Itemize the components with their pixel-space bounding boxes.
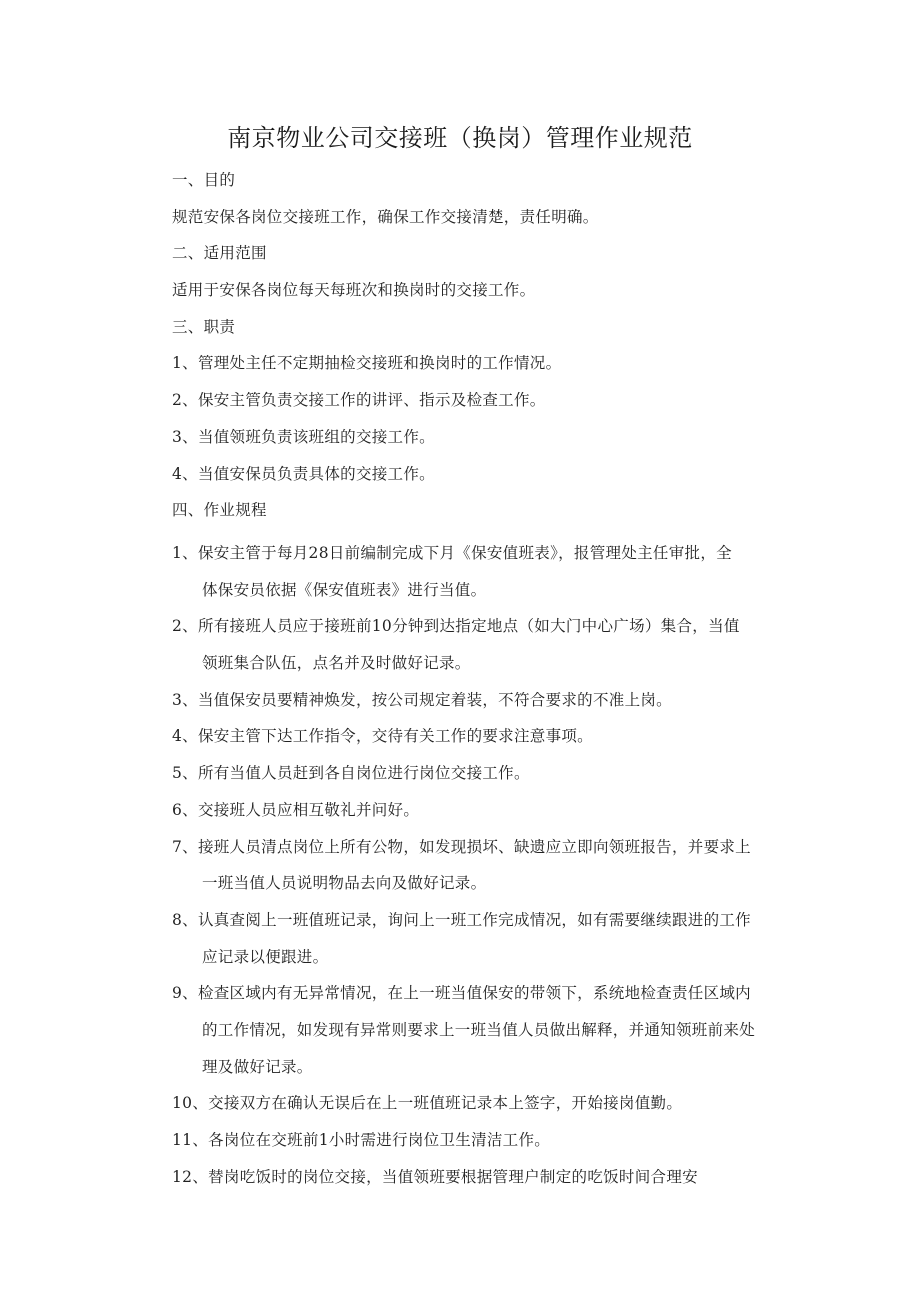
document-body — [172, 168, 812, 1196]
procedure-item — [172, 682, 812, 719]
procedure-list — [172, 535, 812, 1196]
procedure-item — [172, 608, 812, 681]
duty-item: 3、当值领班负责该班组的交接工作。 — [172, 427, 435, 446]
procedure-line: 12、替岗吃饭时的岗位交接，当值领班要根据管理户制定的吃饭时间合理安 — [172, 1167, 698, 1186]
procedure-item — [172, 1159, 812, 1196]
procedure-line: 3、当值保安员要精神焕发，按公司规定着装，不符合要求的不准上岗。 — [172, 690, 672, 709]
procedure-line: 5、所有当值人员赶到各自岗位进行岗位交接工作。 — [172, 764, 530, 783]
section-heading-duties: 三、职责 — [172, 317, 236, 336]
procedure-continuation-line: 理及做好记录。 — [202, 1057, 313, 1076]
procedure-line: 4、保安主管下达工作指令，交待有关工作的要求注意事项。 — [172, 727, 593, 746]
procedure-item — [172, 902, 812, 975]
duty-item: 4、当值安保员负责具体的交接工作。 — [172, 464, 435, 483]
section-heading-scope: 二、适用范围 — [172, 244, 267, 263]
duty-item: 2、保安主管负责交接工作的讲评、指示及检查工作。 — [172, 391, 546, 410]
procedure-continuation-line: 的工作情况，如发现有异常则要求上一班当值人员做出解释，并通知领班前来处 — [202, 1021, 756, 1040]
procedure-line: 10、交接双方在确认无误后在上一班值班记录本上签字，开始接岗值勤。 — [172, 1094, 683, 1113]
section-heading-procedures: 四、作业规程 — [172, 501, 267, 520]
duty-item: 1、管理处主任不定期抽检交接班和换岗时的工作情况。 — [172, 354, 562, 373]
procedure-item — [172, 829, 812, 902]
procedure-continuation-line: 应记录以便跟进。 — [202, 947, 329, 966]
section-heading-purpose: 一、目的 — [172, 171, 236, 189]
procedure-line: 1、保安主管于每月28日前编制完成下月《保安值班表》，报管理处主任审批，全 — [172, 543, 732, 562]
procedure-line: 7、接班人员清点岗位上所有公物，如发现损坏、缺遗应立即向领班报告，并要求上 — [172, 837, 751, 856]
procedure-line: 8、认真查阅上一班值班记录，询问上一班工作完成情况，如有需要继续跟进的工作 — [172, 910, 751, 929]
procedure-line: 6、交接班人员应相互敬礼并问好。 — [172, 800, 420, 819]
procedure-line: 9、检查区域内有无异常情况，在上一班当值保安的带领下，系统地检查责任区域内 — [172, 984, 751, 1003]
procedure-line: 2、所有接班人员应于接班前10分钟到达指定地点（如大门中心广场）集合，当值 — [172, 617, 740, 636]
document-title: 南京物业公司交接班（换岗）管理作业规范 — [227, 124, 693, 152]
procedure-item — [172, 975, 812, 1085]
paragraph-scope: 适用于安保各岗位每天每班次和换岗时的交接工作。 — [172, 281, 536, 300]
procedure-continuation-line: 领班集合队伍，点名并及时做好记录。 — [202, 653, 471, 672]
procedure-continuation-line: 一班当值人员说明物品去向及做好记录。 — [202, 874, 487, 893]
procedure-item — [172, 755, 812, 792]
procedure-line: 11、各岗位在交班前1小时需进行岗位卫生清洁工作。 — [172, 1131, 551, 1150]
procedure-item — [172, 1122, 812, 1159]
procedure-item — [172, 718, 812, 755]
procedure-item — [172, 792, 812, 829]
procedure-item — [172, 1085, 812, 1122]
procedure-continuation-line: 体保安员依据《保安值班表》进行当值。 — [202, 580, 487, 599]
procedure-item — [172, 535, 812, 608]
paragraph-purpose: 规范安保各岗位交接班工作，确保工作交接清楚，责任明确。 — [172, 207, 599, 226]
